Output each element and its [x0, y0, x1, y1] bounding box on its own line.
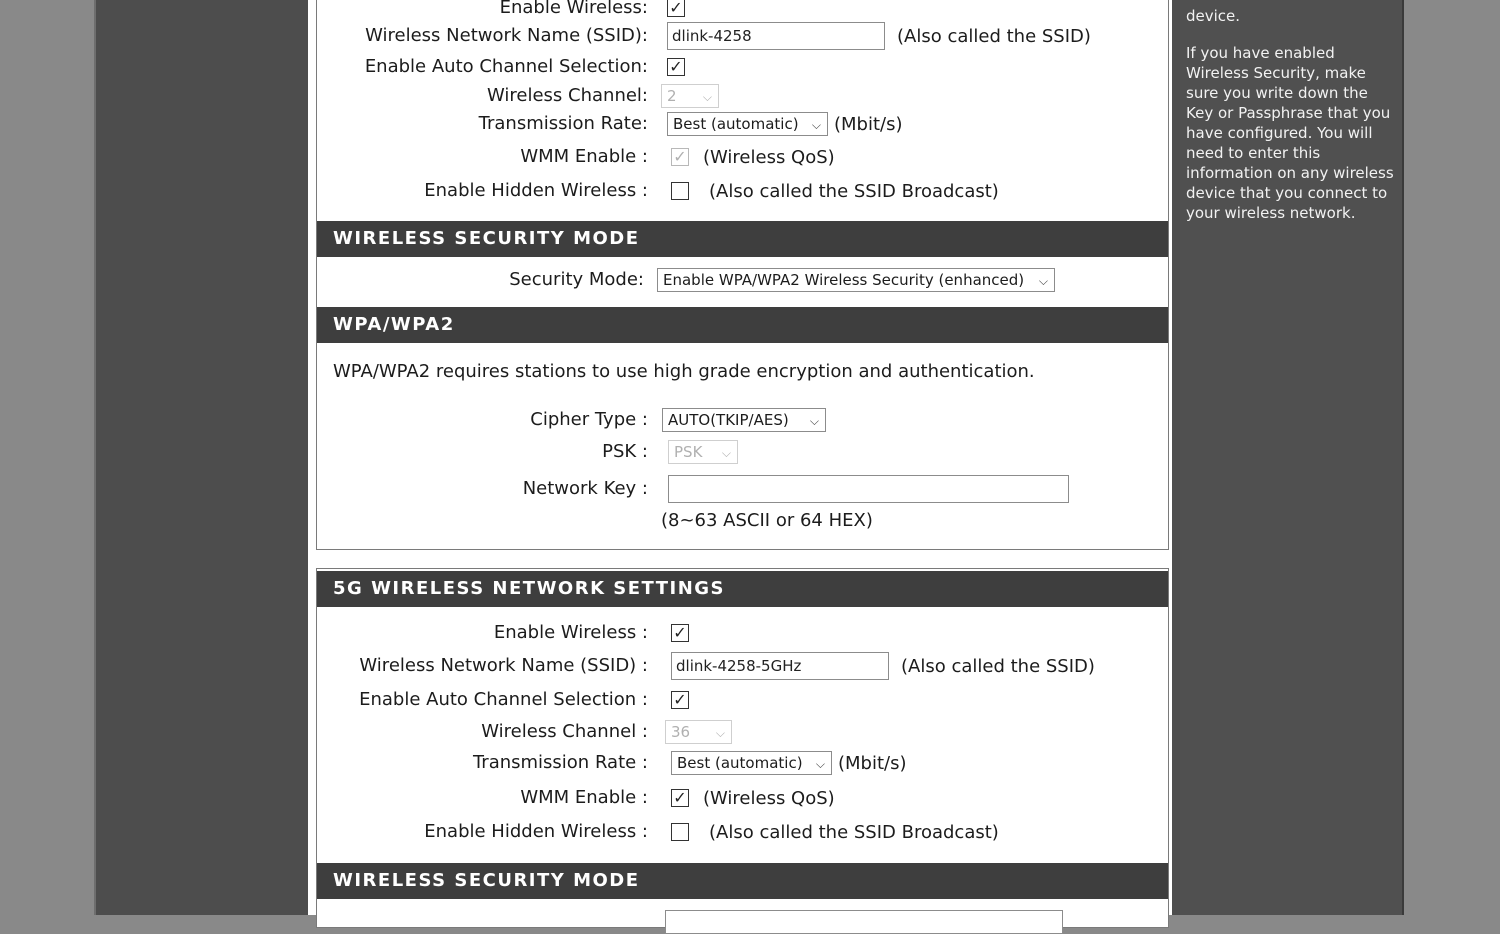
frame-divider [1172, 0, 1180, 915]
security-mode-5g-header: WIRELESS SECURITY MODE [317, 863, 1168, 899]
ssid-5g-input[interactable]: dlink-4258-5GHz [671, 652, 889, 680]
network-key-row [317, 474, 1168, 504]
security-mode-select[interactable]: Enable WPA/WPA2 Wireless Security (enhanced) ⌵ [657, 268, 1055, 292]
cipher-label: Cipher Type : [530, 409, 648, 430]
wmm-5g-checkbox[interactable]: ✓ [671, 789, 689, 807]
enable-wireless-5g-checkbox[interactable]: ✓ [671, 624, 689, 642]
rate-select[interactable]: Best (automatic) ⌵ [667, 112, 828, 136]
rate-row [317, 109, 1168, 139]
channel-select[interactable]: 2 ⌵ [661, 84, 719, 108]
wmm-5g-label: WMM Enable : [520, 787, 648, 808]
hidden-5g-row [317, 817, 1168, 847]
rate-5g-row [317, 748, 1168, 778]
enable-wireless-row [317, 0, 1168, 23]
wpa-description: WPA/WPA2 requires stations to use high grade encryption and authentication. [333, 361, 1035, 382]
hidden-note: (Also called the SSID Broadcast) [709, 180, 999, 202]
psk-select[interactable]: PSK ⌵ [668, 440, 738, 464]
wmm-row [317, 142, 1168, 172]
ssid-input[interactable]: dlink-4258 [667, 22, 885, 50]
enable-wireless-checkbox[interactable]: ✓ [667, 0, 685, 17]
channel-5g-select[interactable]: 36 ⌵ [665, 720, 732, 744]
network-key-hint: (8~63 ASCII or 64 HEX) [661, 510, 873, 531]
wireless-5g-panel [316, 568, 1169, 928]
security-mode-header: WIRELESS SECURITY MODE [317, 221, 1168, 257]
chevron-down-icon: ⌵ [721, 446, 731, 460]
auto-channel-label: Enable Auto Channel Selection: [364, 56, 648, 77]
psk-row [317, 437, 1168, 467]
auto-channel-5g-checkbox[interactable]: ✓ [671, 691, 689, 709]
ssid-note: (Also called the SSID) [897, 25, 1091, 47]
psk-label: PSK : [602, 441, 648, 462]
security-mode-row [317, 265, 1168, 295]
chevron-down-icon: ⌵ [809, 414, 819, 428]
hidden-row [317, 176, 1168, 206]
help-text-top: device. [1186, 7, 1241, 25]
help-text-security: If you have enabled Wireless Security, make sure you write down the Key or Passphrase that you have configured. You will need to enter this information on any wireless device that you connect to your wireless network. [1186, 44, 1394, 222]
wmm-label: WMM Enable : [520, 146, 648, 167]
rate-label: Transmission Rate: [478, 113, 648, 134]
chevron-down-icon: ⌵ [702, 90, 712, 104]
rate-5g-label: Transmission Rate : [472, 752, 648, 773]
chevron-down-icon: ⌵ [715, 726, 725, 740]
cipher-row [317, 405, 1168, 435]
auto-channel-checkbox[interactable]: ✓ [667, 58, 685, 76]
help-sidebar [1180, 0, 1402, 915]
channel-5g-row [317, 717, 1168, 747]
channel-row [317, 81, 1168, 111]
chevron-down-icon: ⌵ [1038, 274, 1048, 288]
wireless-24-panel [316, 0, 1169, 550]
wmm-5g-row [317, 783, 1168, 813]
wpa-header: WPA/WPA2 [317, 307, 1168, 343]
wmm-note: (Wireless QoS) [703, 146, 835, 168]
network-key-label: Network Key : [522, 478, 648, 499]
ssid-5g-label: Wireless Network Name (SSID) : [359, 655, 648, 676]
rate-5g-select[interactable]: Best (automatic) ⌵ [671, 751, 832, 775]
channel-5g-label: Wireless Channel : [481, 721, 648, 742]
security-mode-label: Security Mode: [509, 269, 644, 290]
network-key-input[interactable] [668, 475, 1069, 503]
enable-wireless-5g-row [317, 618, 1168, 648]
enable-wireless-5g-label: Enable Wireless : [493, 622, 648, 643]
ssid-5g-note: (Also called the SSID) [901, 655, 1095, 677]
auto-channel-row [317, 52, 1168, 82]
rate-5g-unit: (Mbit/s) [838, 752, 907, 774]
enable-wireless-label: Enable Wireless: [499, 0, 648, 18]
wmm-checkbox[interactable]: ✓ [671, 148, 689, 166]
auto-channel-5g-label: Enable Auto Channel Selection : [359, 689, 648, 710]
wireless-5g-header: 5G WIRELESS NETWORK SETTINGS [317, 571, 1168, 607]
rate-unit: (Mbit/s) [834, 113, 903, 135]
cipher-select[interactable]: AUTO(TKIP/AES) ⌵ [662, 408, 826, 432]
ssid-row [317, 21, 1168, 51]
chevron-down-icon: ⌵ [815, 757, 825, 771]
hidden-5g-checkbox[interactable] [671, 823, 689, 841]
channel-label: Wireless Channel: [487, 85, 648, 106]
ssid-5g-row [317, 651, 1168, 681]
security-mode-5g-select[interactable] [665, 910, 1063, 934]
left-frame [94, 0, 310, 915]
right-frame-edge [1402, 0, 1404, 915]
ssid-label: Wireless Network Name (SSID): [365, 25, 648, 46]
hidden-5g-label: Enable Hidden Wireless : [424, 821, 648, 842]
hidden-label: Enable Hidden Wireless : [424, 180, 648, 201]
hidden-checkbox[interactable] [671, 182, 689, 200]
main-content [308, 0, 1172, 915]
wmm-5g-note: (Wireless QoS) [703, 787, 835, 809]
chevron-down-icon: ⌵ [811, 118, 821, 132]
auto-channel-5g-row [317, 685, 1168, 715]
hidden-5g-note: (Also called the SSID Broadcast) [709, 821, 999, 843]
